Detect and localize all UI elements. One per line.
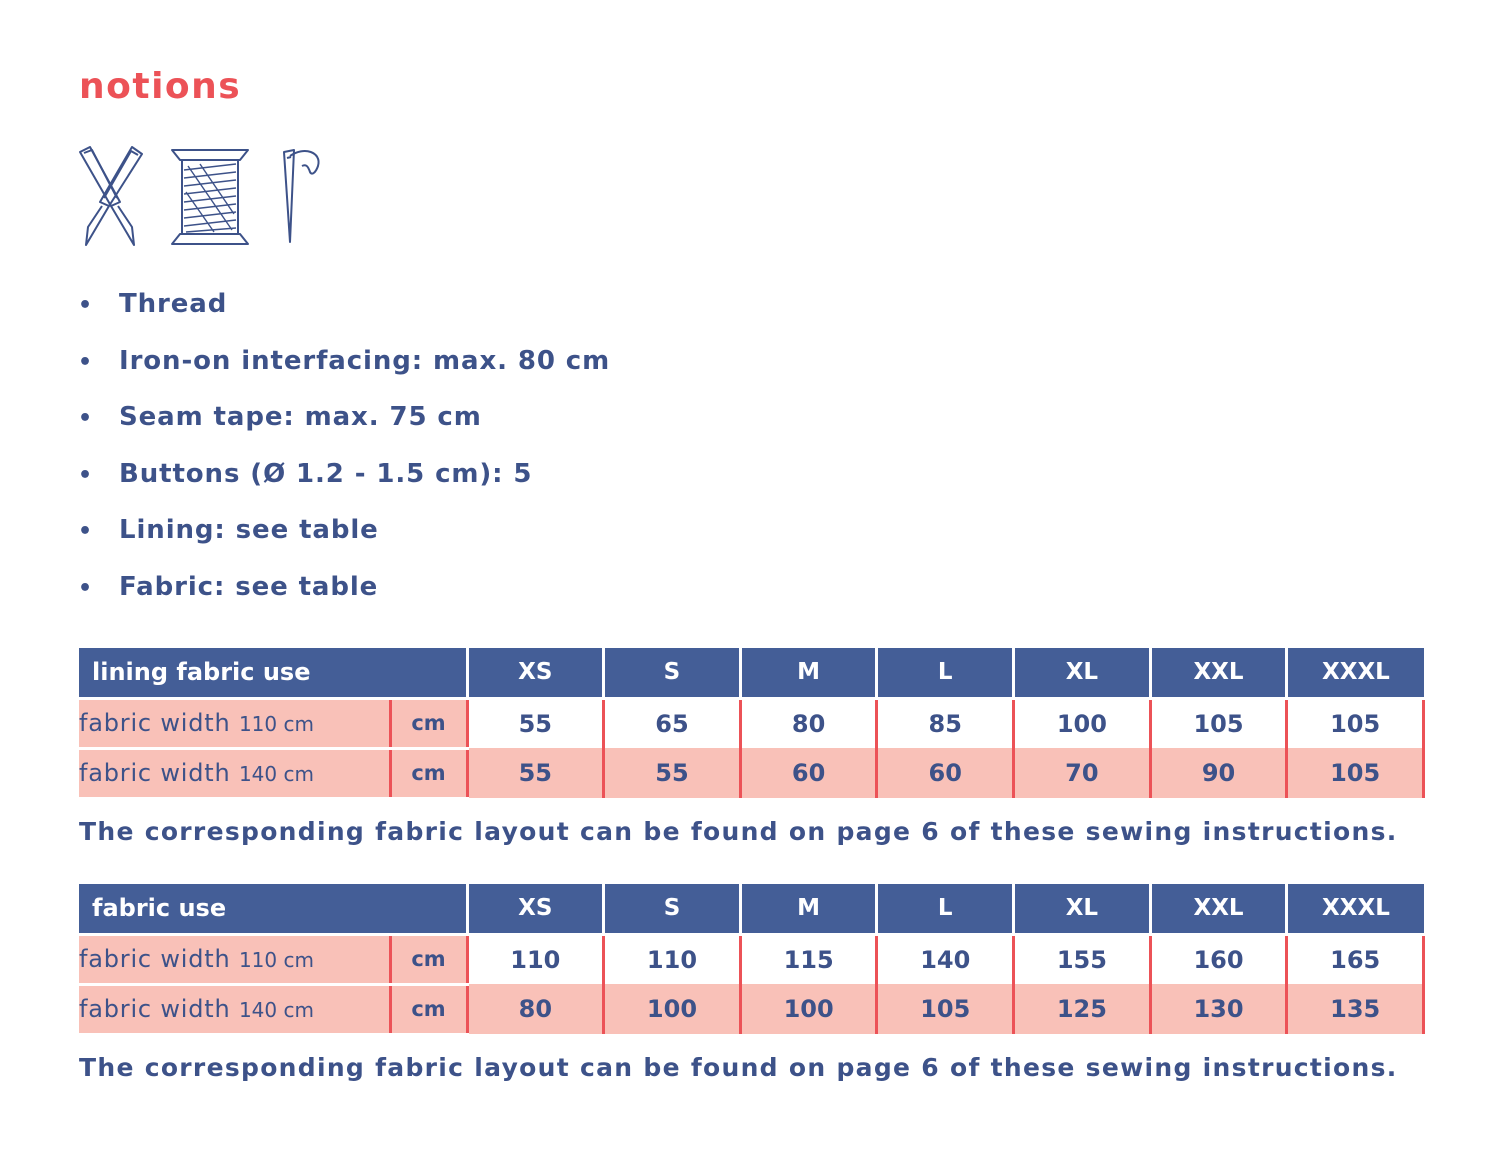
table-header-row: [79, 648, 1424, 698]
table-cell: 60: [740, 748, 877, 798]
table-cell: 140: [877, 934, 1014, 984]
row-unit: cm: [390, 748, 467, 798]
layout-note: The corresponding fabric layout can be found on page 6 of these sewing instructions.: [79, 1053, 1398, 1082]
size-header: XL: [1014, 648, 1151, 698]
row-label: fabric width 140 cm: [79, 748, 390, 798]
notion-text: Lining: see table: [119, 515, 379, 545]
table-cell: 165: [1287, 934, 1424, 984]
size-header: XXL: [1150, 648, 1287, 698]
size-header: XXXL: [1287, 648, 1424, 698]
row-label: fabric width 110 cm: [79, 934, 390, 984]
size-header: M: [740, 884, 877, 934]
row-label: fabric width 110 cm: [79, 698, 390, 748]
table-cell: 110: [604, 934, 741, 984]
needle-icon: [284, 150, 319, 242]
table-cell: 105: [1150, 698, 1287, 748]
notion-text: Thread: [119, 289, 228, 319]
size-header: M: [740, 648, 877, 698]
table-cell: 80: [467, 984, 604, 1034]
table-row: [79, 934, 1424, 984]
table-cell: 135: [1287, 984, 1424, 1034]
table-header-row: [79, 884, 1424, 934]
table-cell: 155: [1014, 934, 1151, 984]
row-unit: cm: [390, 984, 467, 1034]
table-cell: 80: [740, 698, 877, 748]
lining-fabric-table: [79, 648, 1425, 800]
table-cell: 105: [877, 984, 1014, 1034]
row-label: fabric width 140 cm: [79, 984, 390, 1034]
notions-list: [78, 282, 610, 621]
table-cell: 125: [1014, 984, 1151, 1034]
row-unit: cm: [390, 934, 467, 984]
size-header: S: [604, 884, 741, 934]
table-cell: 115: [740, 934, 877, 984]
section-title: notions: [79, 66, 242, 107]
table-cell: 160: [1150, 934, 1287, 984]
size-header: XXXL: [1287, 884, 1424, 934]
notion-text: Buttons (Ø 1.2 - 1.5 cm): 5: [119, 458, 533, 489]
table-cell: 70: [1014, 748, 1151, 798]
table-cell: 100: [604, 984, 741, 1034]
list-item: • Lining: see table: [78, 515, 379, 545]
list-item: • Buttons (Ø 1.2 - 1.5 cm): 5: [78, 458, 533, 489]
list-item: • Iron-on interfacing: max. 80 cm: [78, 345, 611, 376]
notion-text: Fabric: see table: [119, 571, 379, 602]
notion-text: Iron-on interfacing: max. 80 cm: [119, 345, 611, 376]
table-cell: 100: [740, 984, 877, 1034]
size-header: XL: [1014, 884, 1151, 934]
table-row: [79, 698, 1424, 748]
thread-spool-icon: [172, 150, 248, 244]
table-cell: 105: [1287, 698, 1424, 748]
table-cell: 60: [877, 748, 1014, 798]
table-cell: 100: [1014, 698, 1151, 748]
size-header: S: [604, 648, 741, 698]
layout-note: The corresponding fabric layout can be found on page 6 of these sewing instructions.: [79, 817, 1398, 846]
list-item: • Fabric: see table: [78, 571, 379, 602]
table-cell: 90: [1150, 748, 1287, 798]
table-title: fabric use: [79, 884, 467, 934]
fabric-use-table: [79, 884, 1425, 1036]
notion-text: Seam tape: max. 75 cm: [119, 402, 482, 432]
table-cell: 55: [467, 698, 604, 748]
table-cell: 65: [604, 698, 741, 748]
table-title: lining fabric use: [79, 648, 467, 698]
scissors-icon: [80, 147, 142, 245]
table-cell: 130: [1150, 984, 1287, 1034]
size-header: XXL: [1150, 884, 1287, 934]
table-cell: 55: [604, 748, 741, 798]
table-cell: 55: [467, 748, 604, 798]
notions-icons: [76, 142, 336, 252]
table-cell: 105: [1287, 748, 1424, 798]
row-unit: cm: [390, 698, 467, 748]
size-header: XS: [467, 648, 604, 698]
table-cell: 85: [877, 698, 1014, 748]
table-row: [79, 984, 1424, 1034]
size-header: XS: [467, 884, 604, 934]
size-header: L: [877, 884, 1014, 934]
table-cell: 110: [467, 934, 604, 984]
table-row: [79, 748, 1424, 798]
list-item: • Seam tape: max. 75 cm: [78, 402, 482, 432]
size-header: L: [877, 648, 1014, 698]
list-item: • Thread: [78, 289, 228, 319]
